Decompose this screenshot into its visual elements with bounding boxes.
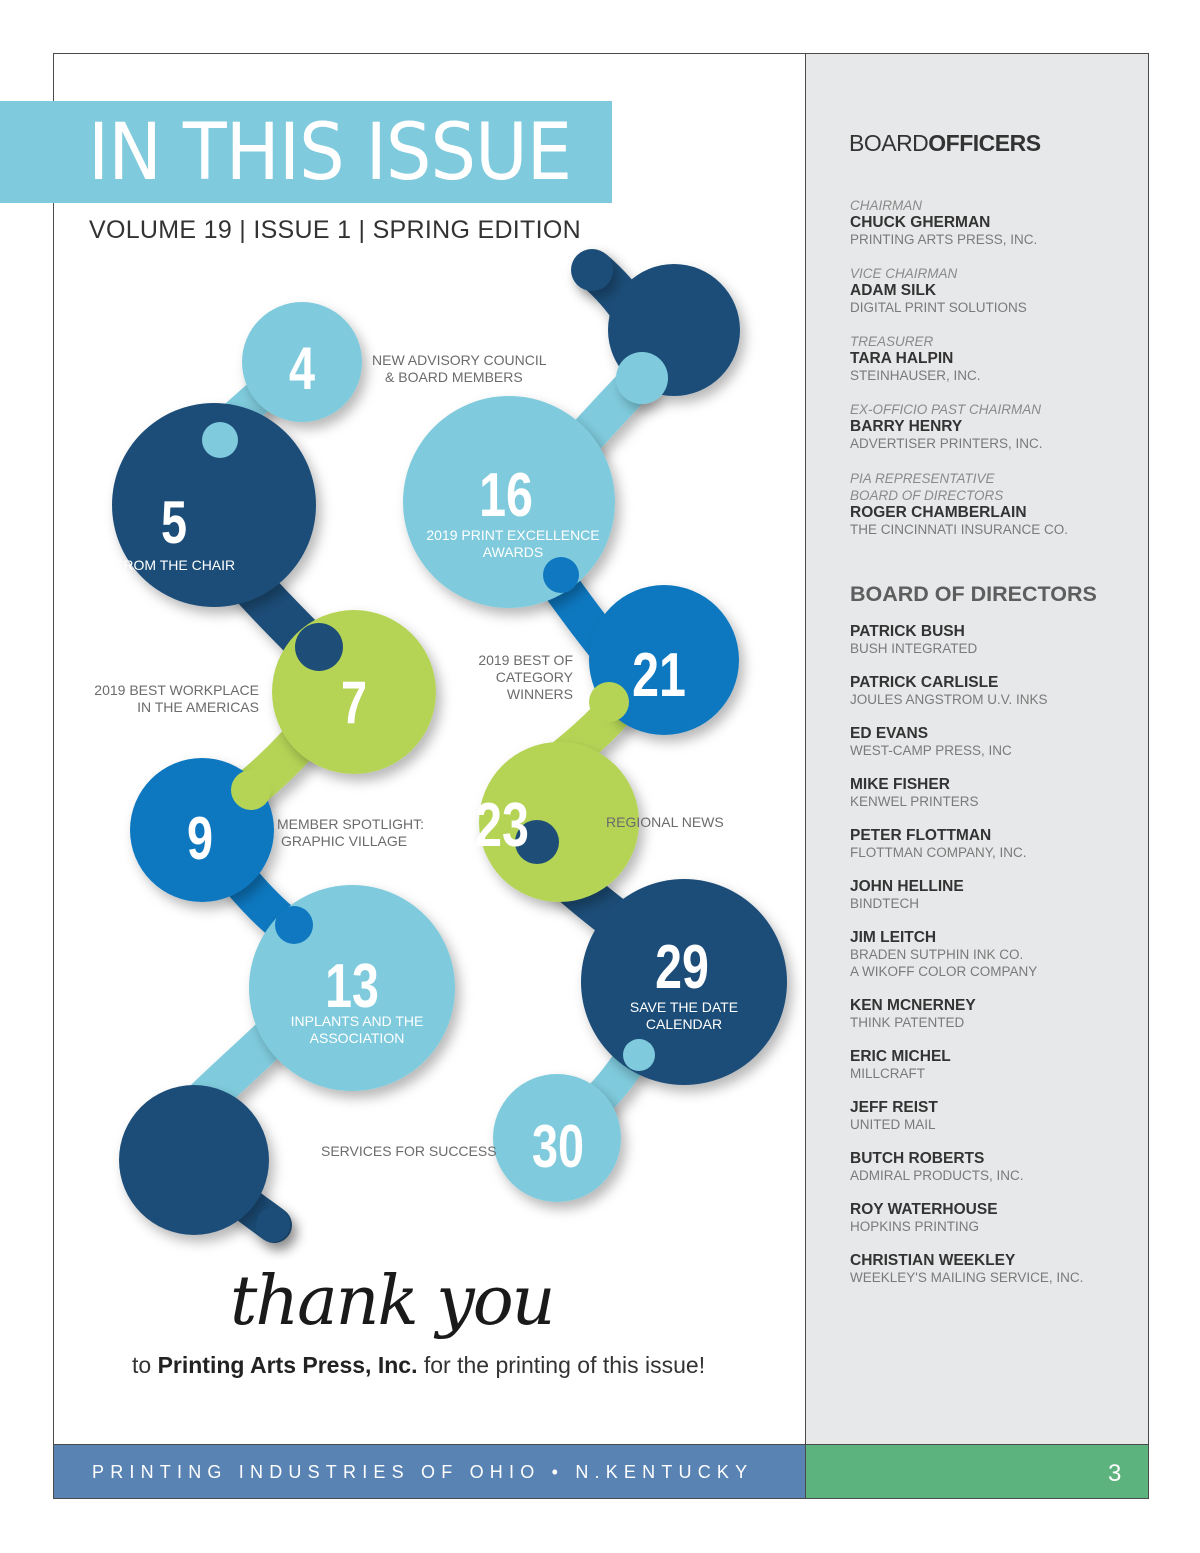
page-number-4: 4 (288, 335, 316, 402)
officer-name: CHUCK GHERMAN (850, 214, 991, 231)
thanks-company: Printing Arts Press, Inc. (157, 1352, 418, 1378)
label-line: GRAPHIC VILLAGE (281, 833, 408, 849)
thanks-suffix: for the printing of this issue! (417, 1352, 706, 1378)
officer-name: ROGER CHAMBERLAIN (850, 504, 1027, 521)
director-entry (850, 997, 976, 1031)
director-company: ADMIRAL PRODUCTS, INC. (850, 1168, 1024, 1183)
director-name: MIKE FISHER (850, 776, 950, 793)
contents-label-29 (604, 999, 764, 1033)
officer-company: THE CINCINNATI INSURANCE CO. (850, 522, 1069, 537)
director-name: PATRICK BUSH (850, 623, 965, 640)
contents-molecule-graphic (54, 240, 804, 1260)
page-number-29: 29 (655, 933, 709, 1002)
issue-subtitle: VOLUME 19 | ISSUE 1 | SPRING EDITION (89, 216, 581, 244)
director-entry (850, 878, 964, 912)
label-line: WINNERS (506, 686, 573, 702)
officer-name: ADAM SILK (850, 282, 937, 299)
contents-label-23 (606, 814, 724, 831)
director-entry (850, 776, 979, 810)
director-entry (850, 623, 977, 657)
officer-entry (850, 265, 1027, 316)
director-company: THINK PATENTED (850, 1015, 965, 1030)
director-company: BINDTECH (850, 896, 920, 911)
page-number-7: 7 (340, 669, 368, 736)
director-company: KENWEL PRINTERS (850, 794, 979, 809)
director-company: HOPKINS PRINTING (850, 1219, 980, 1234)
director-name: ROY WATERHOUSE (850, 1201, 998, 1218)
page-number: 3 (1108, 1460, 1122, 1487)
director-entry (850, 929, 1037, 980)
director-company: A WIKOFF COLOR COMPANY (850, 964, 1038, 979)
footer-divider (54, 1444, 1148, 1445)
director-name: JOHN HELLINE (850, 878, 964, 895)
officer-company: PRINTING ARTS PRESS, INC. (850, 232, 1038, 247)
officer-name: TARA HALPIN (850, 350, 954, 367)
director-company: WEST-CAMP PRESS, INC (850, 743, 1012, 758)
footer-page-box (805, 1444, 1148, 1498)
director-name: KEN MCNERNEY (850, 997, 976, 1014)
officer-company: ADVERTISER PRINTERS, INC. (850, 436, 1043, 451)
contents-label-4 (372, 352, 547, 386)
contents-label-13 (272, 1013, 442, 1047)
director-entry (850, 1252, 1083, 1286)
label-line: SAVE THE DATE (629, 999, 739, 1015)
director-company: MILLCRAFT (850, 1066, 926, 1081)
director-name: BUTCH ROBERTS (850, 1150, 985, 1167)
contents-label-30 (321, 1143, 497, 1160)
page-number-21: 21 (632, 641, 686, 710)
label-line: REGIONAL NEWS (606, 814, 724, 830)
director-name: JIM LEITCH (850, 929, 937, 946)
officer-role: TREASURER (850, 334, 934, 349)
label-line: 2019 PRINT EXCELLENCE (426, 527, 600, 543)
director-company: BRADEN SUTPHIN INK CO. (850, 947, 1024, 962)
director-entry (850, 827, 1027, 861)
page-title: IN THIS ISSUE (88, 108, 572, 198)
heading-light: BOARD (849, 130, 929, 156)
officer-entry (850, 197, 1037, 248)
director-company: UNITED MAIL (850, 1117, 936, 1132)
director-entry (850, 1201, 998, 1235)
director-company: FLOTTMAN COMPANY, INC. (850, 845, 1027, 860)
director-company: JOULES ANGSTROM U.V. INKS (850, 692, 1048, 707)
footer-organization: PRINTING INDUSTRIES OF OHIO • N.KENTUCKY (92, 1462, 754, 1482)
thank-you-script: thank you (230, 1262, 554, 1341)
officer-role: CHAIRMAN (850, 198, 923, 213)
label-line: ASSOCIATION (309, 1030, 405, 1046)
label-line: & BOARD MEMBERS (385, 369, 523, 385)
label-line: IN THE AMERICAS (137, 699, 259, 715)
contents-label-9 (277, 816, 424, 850)
label-line: CATEGORY (495, 669, 573, 685)
board-of-directors-heading: BOARD OF DIRECTORS (850, 582, 1097, 606)
director-entry (850, 725, 1012, 759)
label-line: AWARDS (482, 544, 544, 560)
label-line: INPLANTS AND THE (290, 1013, 424, 1029)
officer-entry (850, 401, 1043, 452)
director-name: CHRISTIAN WEEKLEY (850, 1252, 1016, 1269)
label-line: 2019 BEST WORKPLACE (94, 682, 259, 698)
thanks-prefix: to (132, 1352, 158, 1378)
label-line: CALENDAR (645, 1016, 723, 1032)
director-entry (850, 674, 1048, 708)
director-name: ERIC MICHEL (850, 1048, 951, 1065)
heading-bold: OFFICERS (928, 130, 1041, 156)
label-line: 2019 BEST OF (478, 652, 573, 668)
contents-label-16 (418, 527, 608, 561)
board-officers-heading (849, 130, 1041, 157)
director-entry (850, 1150, 1024, 1184)
officer-company: DIGITAL PRINT SOLUTIONS (850, 300, 1027, 315)
director-name: PATRICK CARLISLE (850, 674, 999, 691)
page-number-9: 9 (186, 805, 214, 872)
page-number-13: 13 (325, 952, 379, 1021)
page-number-23: 23 (475, 791, 529, 860)
officer-entry (850, 333, 981, 384)
director-entry (850, 1048, 951, 1082)
director-entry (850, 1099, 938, 1133)
contents-label-5 (100, 557, 250, 574)
label-line: NEW ADVISORY COUNCIL (372, 352, 547, 368)
director-company: WEEKLEY'S MAILING SERVICE, INC. (850, 1270, 1084, 1285)
officer-role: EX-OFFICIO PAST CHAIRMAN (850, 402, 1042, 417)
officer-entry (850, 470, 1068, 538)
director-name: PETER FLOTTMAN (850, 827, 992, 844)
officer-role: VICE CHAIRMAN (850, 266, 958, 281)
officer-company: STEINHAUSER, INC. (850, 368, 981, 383)
officer-role: PIA REPRESENTATIVE (850, 471, 995, 486)
contents-label-7 (80, 682, 259, 716)
officer-name: BARRY HENRY (850, 418, 963, 435)
page-number-16: 16 (479, 461, 533, 530)
director-company: BUSH INTEGRATED (850, 641, 978, 656)
thank-you-line (132, 1352, 705, 1379)
director-name: ED EVANS (850, 725, 929, 742)
page-number-30: 30 (531, 1113, 585, 1180)
label-line: MEMBER SPOTLIGHT: (277, 816, 425, 832)
contents-label-21 (453, 652, 573, 703)
label-line: SERVICES FOR SUCCESS (321, 1143, 497, 1159)
director-name: JEFF REIST (850, 1099, 938, 1116)
page-number-5: 5 (160, 489, 188, 556)
label-line: FROM THE CHAIR (114, 557, 236, 573)
officer-role: BOARD OF DIRECTORS (850, 488, 1004, 503)
